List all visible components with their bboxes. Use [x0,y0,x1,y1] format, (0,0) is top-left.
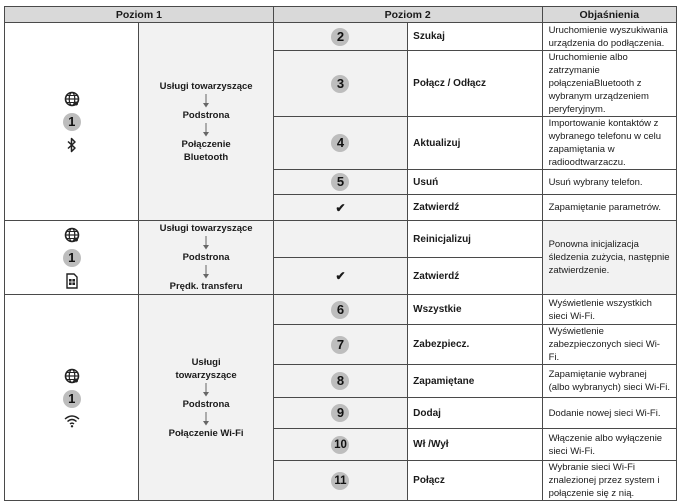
checkmark-icon: ✔ [335,200,346,215]
level1-target: Połączenie Wi-Fi [168,427,244,439]
explanation-text: Usuń wybrany telefon. [542,170,676,195]
explanation-text: Wyświetlenie zabezpieczonych sieci Wi-Fi. [542,325,676,365]
row-number [273,51,407,117]
level1-target: Połączenie Bluetooth [181,138,231,163]
number-3-icon: 3 [331,75,349,93]
row-number [273,195,407,221]
group-level1 [139,295,273,501]
arrow-down-icon [202,412,210,426]
explanation-text: Wybranie sieci Wi-Fi znalezionej przez system i połączenie się z nią. [542,461,676,501]
number-9-icon: 9 [331,404,349,422]
wifi-icon [64,414,80,428]
row-number [273,365,407,398]
number-8-icon: 8 [331,372,349,390]
table-row [5,23,677,51]
table-row [5,221,677,258]
menu-item-update[interactable]: Aktualizuj [408,117,542,170]
row-number [273,295,407,325]
globe-icon [64,227,80,243]
explanation-text: Uruchomienie albo zatrzymanie połączeniaBluetooth z wybranym urządzeniem peryferyjnym. [542,51,676,117]
row-number [273,398,407,429]
explanation-text: Zapamiętanie wybranej (albo wybranych) sieci Wi-Fi. [542,365,676,398]
level1-target: Prędk. transferu [169,281,243,292]
bluetooth-icon [65,137,79,153]
number-10-icon: 10 [331,436,349,454]
arrow-down-icon [202,383,210,397]
menu-item-connect[interactable]: Połącz [408,461,542,501]
arrow-down-icon [202,94,210,108]
level1-services: Usługi towarzyszące [159,80,253,92]
menu-item-all[interactable]: Wszystkie [408,295,542,325]
group-level1 [139,221,273,295]
number-1-icon: 1 [63,113,81,131]
group-icons [5,295,139,501]
group-icons [5,23,139,221]
explanation-text: Włączenie albo wyłączenie sieci Wi-Fi. [542,429,676,461]
table-row [5,295,677,325]
menu-item-confirm[interactable]: Zatwierdź [408,258,542,295]
globe-icon [64,91,80,107]
number-1-icon: 1 [63,249,81,267]
row-number [273,170,407,195]
row-number [273,117,407,170]
explanation-text: Zapamiętanie parametrów. [542,195,676,221]
number-2-icon: 2 [331,28,349,46]
header-explanation: Objaśnienia [542,7,676,23]
arrow-down-icon [202,236,210,250]
menu-item-search[interactable]: Szukaj [408,23,542,51]
table-header-row [5,7,677,23]
number-7-icon: 7 [331,336,349,354]
menu-item-delete[interactable]: Usuń [408,170,542,195]
settings-table [4,6,677,501]
arrow-down-icon [202,123,210,137]
row-number [273,258,407,295]
header-level1: Poziom 1 [5,7,274,23]
explanation-text: Ponowna inicjalizacja śledzenia zużycia, następnie zatwierdzenie. [542,221,676,295]
group-icons [5,221,139,295]
checkmark-icon: ✔ [335,269,346,283]
menu-item-reinitialize[interactable]: Reinicjalizuj [408,221,542,258]
arrow-down-icon [202,265,210,279]
level1-subpage: Podstrona [182,398,230,410]
row-number [273,221,407,258]
menu-item-add[interactable]: Dodaj [408,398,542,429]
number-4-icon: 4 [331,134,349,152]
explanation-text: Importowanie kontaktów z wybranego telefonu w celu zapamiętania w radioodtwarzaczu. [542,117,676,170]
menu-item-confirm[interactable]: Zatwierdź [408,195,542,221]
row-number [273,461,407,501]
level1-subpage: Podstrona [182,252,230,263]
number-1-icon: 1 [63,390,81,408]
row-number [273,325,407,365]
menu-item-saved[interactable]: Zapamiętane [408,365,542,398]
explanation-text: Uruchomienie wyszukiwania urządzenia do podłączenia. [542,23,676,51]
number-5-icon: 5 [331,173,349,191]
menu-item-connect-disconnect[interactable]: Połącz / Odłącz [408,51,542,117]
menu-item-on-off[interactable]: Wł /Wył [408,429,542,461]
row-number [273,429,407,461]
explanation-text: Wyświetlenie wszystkich sieci Wi-Fi. [542,295,676,325]
level1-services: Usługi towarzyszące [175,356,237,381]
sim-card-icon [65,273,79,289]
row-number [273,23,407,51]
level1-services: Usługi towarzyszące [159,223,253,234]
menu-item-secured[interactable]: Zabezpiecz. [408,325,542,365]
number-6-icon: 6 [331,301,349,319]
explanation-text: Dodanie nowej sieci Wi-Fi. [542,398,676,429]
number-11-icon: 11 [331,472,349,490]
globe-icon [64,368,80,384]
header-level2: Poziom 2 [273,7,542,23]
level1-subpage: Podstrona [182,109,230,121]
group-level1 [139,23,273,221]
